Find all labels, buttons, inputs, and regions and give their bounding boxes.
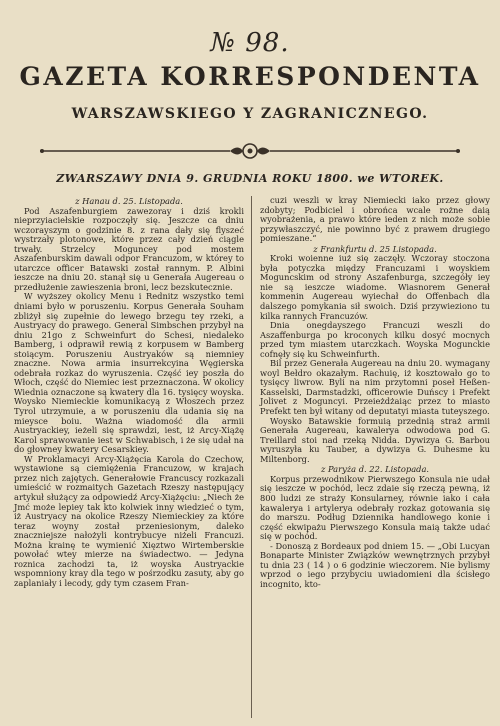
dateline: ZWARSZAWY DNIA 9. GRUDNIA ROKU 1800. we WTOREK. xyxy=(56,172,444,185)
issue-number: № 98. xyxy=(210,28,290,58)
newspaper-subtitle: WARSZAWSKIEGO Y ZAGRANICZNEGO. xyxy=(71,106,429,122)
article-paragraph: Dnia onegdayszego Francuzi weszli do Aszaffenburga po kroconych kilku dosyć mocnych przed tym miastem utarczkach. Woyska Mogunckie cofnęły się ku Schweinfurth. xyxy=(260,320,490,359)
article-dateline: z Hanau d. 25. Listopada. xyxy=(75,196,183,206)
article-paragraph: Bil przez Generała Augereau na dniu 20. wymagany woyl Bełdro okazałym. Rachuię, iż kosztowało go to tysięcy liwrow. Byli na nim przytomni poseł Heßen-Kasselski, Darmstadzki, officerowie Duńscy i Prefekt Jolivet z Moguncyi. Przeieżdżaiąc przez to miasto Prefekt ten był witany od deputatyi miasta tuteyszego. xyxy=(260,358,490,417)
article-paragraph: cuzi weszli w kray Niemiecki iako przez głowy zdobyty; Podbiciel i obrońca wcale rożne daią wyobrażenia, a prawo które ieden z nich może sobie przywłaszczyć, nie powinno być z prawem drugiego pomieszane.“ xyxy=(260,195,490,244)
article-dateline: z Paryża d. 22. Listopada. xyxy=(320,464,430,475)
article-paragraph: Korpus przewodnikow Pierwszego Konsula nie udał się ieszcze w pochód, lecz zdaie się rzeczą pewną, iż 800 ludzi ze straży Konsularney, równie iako i cała kawalerya i artylerya odebrały rozkaz gotowania się do marszu. Podług Dziennika handlowego konie i część ekwipażu Pierwszego Konsula maią także udać się w pochód. xyxy=(260,473,490,542)
article-paragraph: - Donoszą z Bordeaux pod dniem 15. — „Obi Lucyan Bonaparte Minister Związków wewnętrznych przybył tu dnia 23 ( 14 ) o 6 godzinie wieczorem. Nie bylismy wprzod o iego przybyciu uwiadomieni dla ścisłego incognito, kto- xyxy=(260,540,490,589)
article-paragraph: Pod Aszafenburgiem zawezoray i dziś krokli nieprzyiaciełskie rozpoczęły się. Jeszcze ca dniu wczorayszym o godzinie 8. z rana dały się flyszeć wystrzały plotonowe, które przez cały dzień ciągle trwały. Strzelcy Moguncey pod mostem Aszafenburskim dawali odpor Francuzom, w którey to utarczce officer Batawski został rannym. P. Albini ieszcze na dniu 20. stanął się u Generała Augereau o przedłużenie zawieszenia broni, lecz bezskutecznie. xyxy=(14,205,244,292)
article-paragraph: W Proklamacyi Arcy-Xiążęcia Karola do Czechow, wystawione są ciemiężenia Francuzow, w krajach przez nich zajętych. Generałowie Francuscy rozkazali umieścić w rozmaitych Gazetach Rzeszy następujący artykuł służący za odpowiedź Arcy-Xiążęciu: „Niech że Jmć może lepiey tak kto kolwiek inny wiedzieć o tym, iż Austryacy na okolice Rzeszy Niemieckiey za które teraz woyny został przeniesionym, daleko znaczniejsze nałożyli kontrybucye niżeli Francuzi. Można krainę te wymienić Xięztwo Wirtemberskie powołać wtey mierze na świadectwo. — Jedyna roznica zachodzi ta, iż woyska Austryackie wspomniony kray dla tego w pośrzodku zasuty, aby go zaplaniały i lecody, gdy tym czasem Fran- xyxy=(14,453,244,588)
right-column xyxy=(260,196,490,589)
left-column xyxy=(14,196,244,588)
article-paragraph: Woysko Batawskie formuią przednią straż armii Generała Augereau, kawalerya odwodowa pod G. Treillard stoi nad rzeką Nidda. Dywizya G. Barbou wyruszyła ku Tauber, a dywizya G. Duhesme ku Miltenborg. xyxy=(260,415,490,464)
ornamental-divider xyxy=(30,142,470,160)
column-rule xyxy=(251,196,252,718)
newspaper-title: GAZETA KORRESPONDENTA xyxy=(19,62,481,91)
article-paragraph: Kroki woienne iuż się zaczęły. Wczoray stoczona była potyczka między Francuzami i woyskiem Moguncskim od strony Aszafenburga, szczegóły iey nie są ieszcze wiadome. Wiasnorem Generał kommenin Augereau wyiechał do Offenbach dla dalszego pomykania sił swoich. Dziś przywieziono tu kilka rannych Francuzów. xyxy=(260,253,490,321)
article-paragraph: W wyższey okolicy Menu i Rednitz wszystko temi dniami było w poruszeniu. Korpus Generała Souham zbliżył się zupełnie do lewego brzegu tey rzeki, a Austryacy do prawego. General Simbschen przybył na dniu 21go z Schweinfurt do Schesi, niedaleko Bamberg, i odprawił rewią z korpusem w Bamberg stoiącym. Poruszeniu Austryaków są niemniey znaczne. Nowa armia insurrekcyina Węgierska odebrała rozkaz do wyruszenia. Część iey poszła do Włoch, część do Niemiec iest przeznaczona. W okolicy Wiednia oznaczone są kwatery dla 16. tysięcy woyska. Woysko Niemieckie komunikacyą z Włoszech przez Tyrol utrzymuie, a w poruszeniu dla udania się na mieysce boiu. Ważna wiadomość dla armii Austryackiey, ieżeli się sprawdzi, iest, iż Arcy-Xiążę Karol sprawowanie iest w Schwabisch, i że się udał na do głowney kwatery Cesarskiey. xyxy=(14,291,244,455)
article-dateline: z Frankfurtu d. 25 Listopada. xyxy=(313,243,437,254)
